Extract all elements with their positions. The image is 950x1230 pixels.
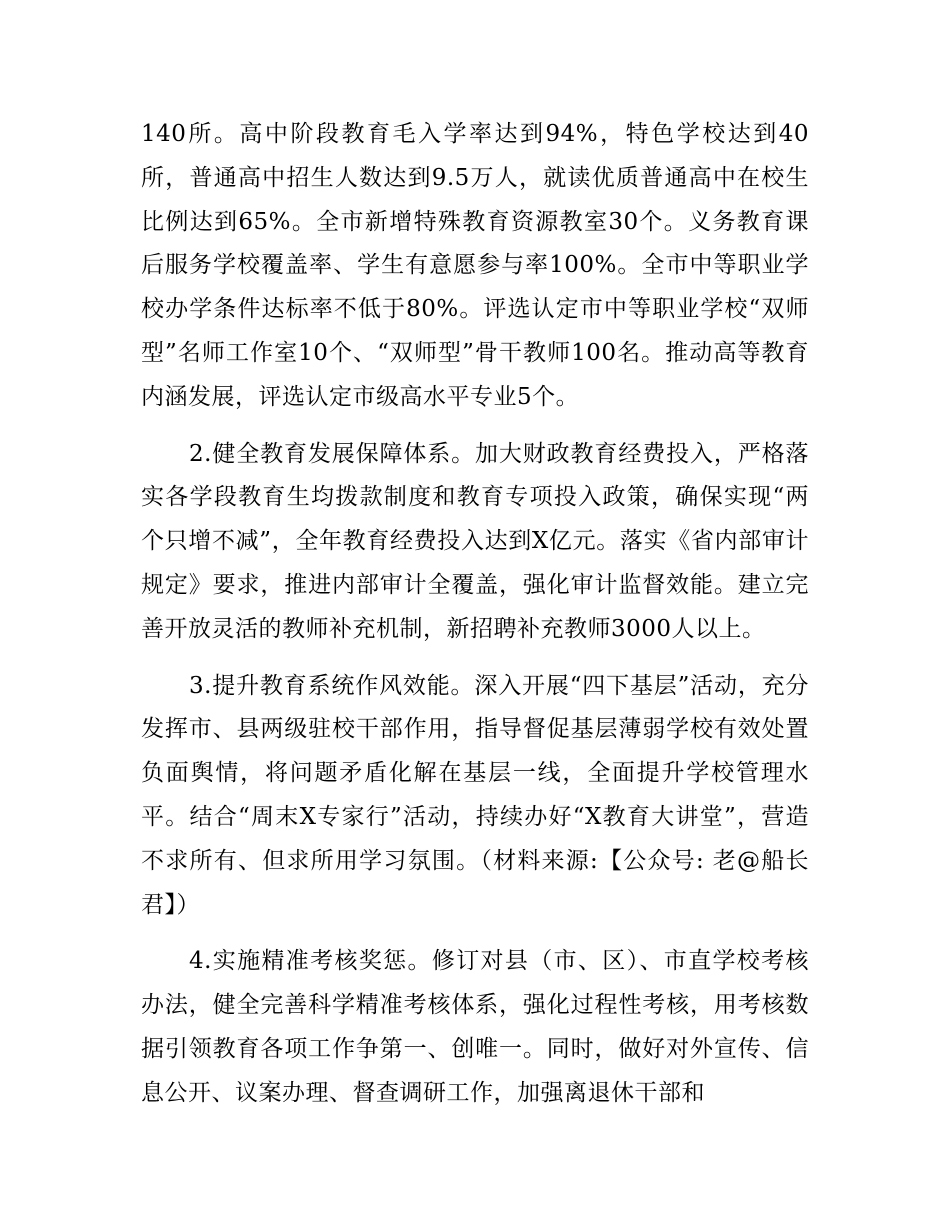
paragraph-item-2: 2.健全教育发展保障体系。加大财政教育经费投入，严格落实各学段教育生均拨款制度和教育专项投入政策，确保实现“两个只增不减”，全年教育经费投入达到X亿元。落实《省内部审计规定》要求，推进内部审计全覆盖，强化审计监督效能。建立完善开放灵活的教师补充机制，新招聘补充教师3000人以上。 (141, 440, 809, 642)
document-page (141, 113, 809, 1116)
paragraph-item-3: 3.提升教育系统作风效能。深入开展“四下基层”活动，充分发挥市、县两级驻校干部作用，指导督促基层薄弱学校有效处置负面舆情，将问题矛盾化解在基层一线，全面提升学校管理水平。结合“周末X专家行”活动，持续办好“X教育大讲堂”，营造不求所有、但求所用学习氛围。（材料来源:【公众号: 老@船长君】） (141, 672, 809, 918)
paragraph-continued: 140所。高中阶段教育毛入学率达到94%，特色学校达到40所，普通高中招生人数达到9.5万人，就读优质普通高中在校生比例达到65%。全市新增特殊教育资源教室30个。义务教育课后服务学校覆盖率、学生有意愿参与率100%。全市中等职业学校办学条件达标率不低于80%。评选认定市中等职业学校“双师型”名师工作室10个、“双师型”骨干教师100名。推动高等教育内涵发展，评选认定市级高水平专业5个。 (141, 121, 809, 410)
paragraph-item-4: 4.实施精准考核奖惩。修订对县（市、区）、市直学校考核办法，健全完善科学精准考核体系，强化过程性考核，用考核数据引领教育各项工作争第一、创唯一。同时，做好对外宣传、信息公开、议案办理、督查调研工作，加强离退休干部和 (141, 948, 809, 1106)
